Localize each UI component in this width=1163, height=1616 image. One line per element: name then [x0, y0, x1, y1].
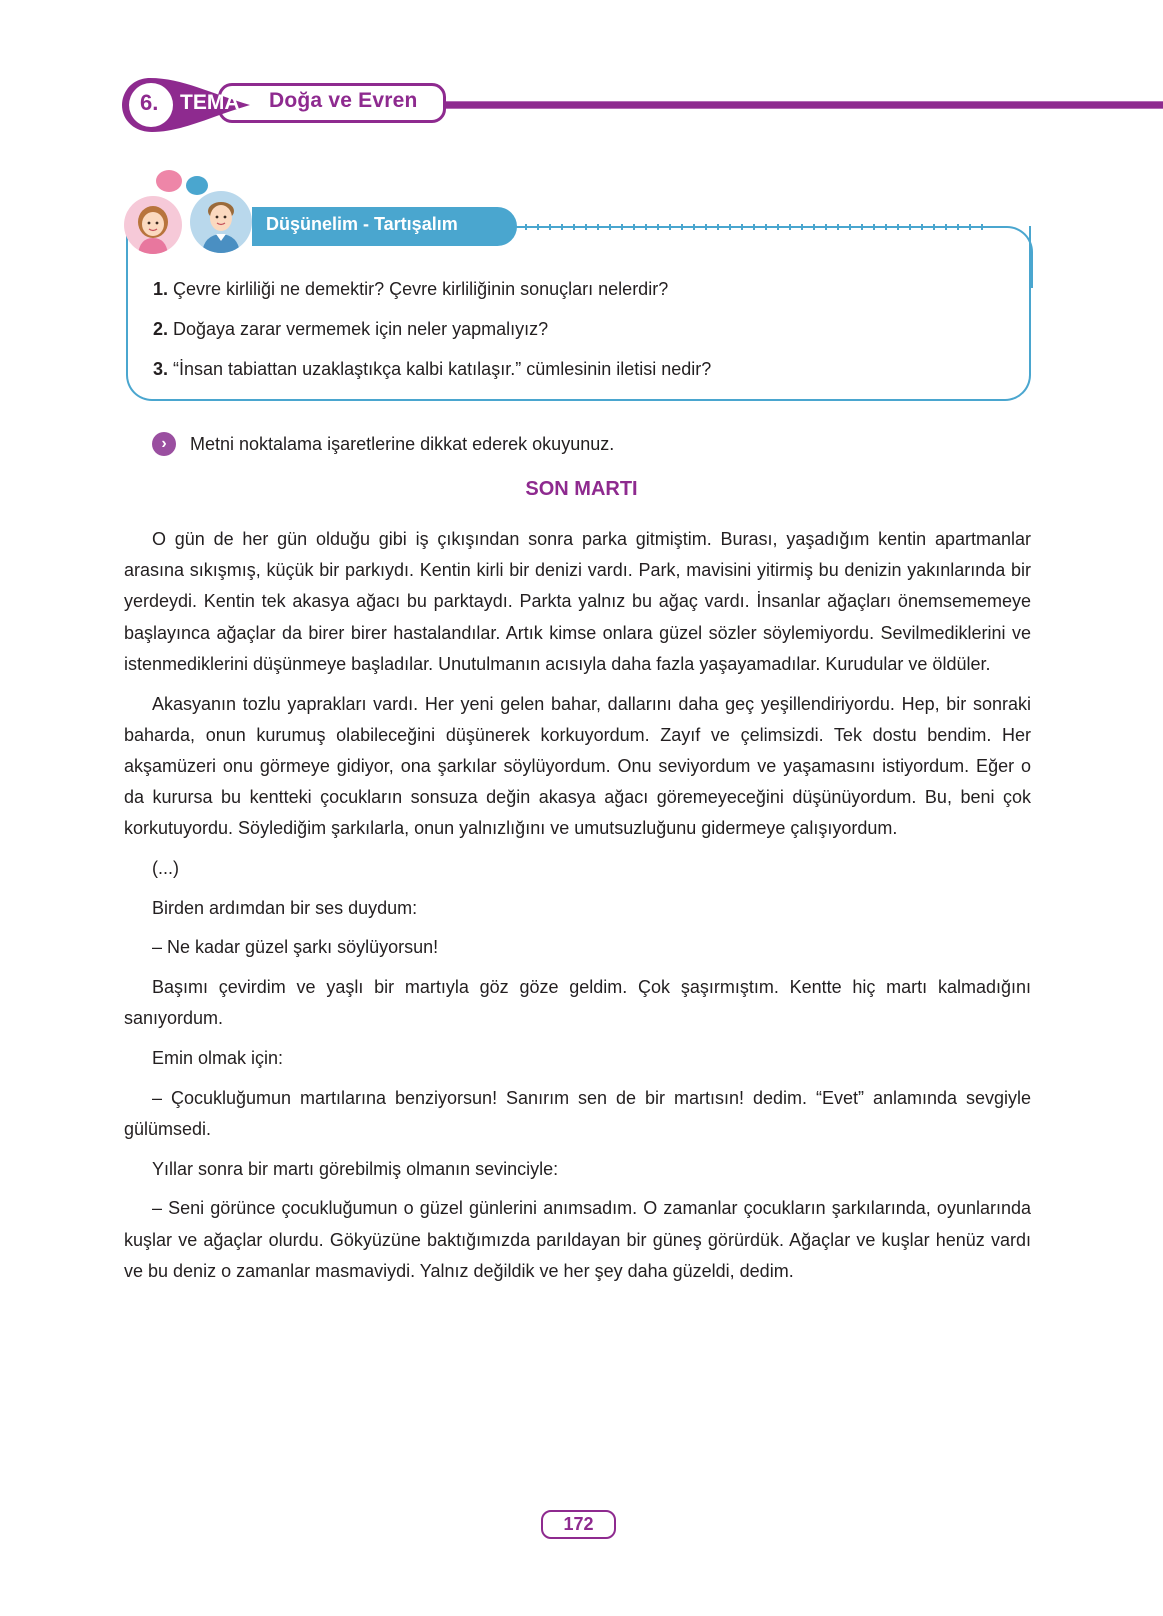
chevron-right-icon: ›: [152, 432, 176, 456]
theme-number: 6.: [140, 90, 159, 115]
page-number: 172: [541, 1510, 616, 1539]
story-paragraph: Başımı çevirdim ve yaşlı bir martıyla göz göze geldim. Çok şaşırmıştım. Kentte hiç martı kalmadığını sanıyordum.: [124, 977, 1031, 1029]
question-item: [153, 279, 711, 319]
story-paragraph: Akasyanın tozlu yaprakları vardı. Her yeni gelen bahar, dallarını daha geç yeşillendiriyordu. Hep, bir sonraki baharda, onun kurumuş olabileceğini düşünerek korkuyordum. Zayıf ve çelimsizdi. Tek dostu bendim. Her akşamüzeri onu görmeye gidiyor, ona şarkılar söylüyordum. Onu seviyordum ve yaşamasını istiyordum. Eğer o da kurursa bu kentteki çocukların sonsuza değin akasya ağacı göremeyeceğini düşünüyordum. Bu, beni çok korkutuyordu. Söylediğim şarkılarla, onun yalnızlığını ve umutsuzluğunu gidermeye çalışıyordum.: [124, 693, 1031, 839]
story-paragraph: – Ne kadar güzel şarkı söylüyorsun!: [152, 937, 439, 958]
question-text: Doğaya zarar vermemek için neler yapmalıyız?: [168, 319, 549, 339]
question-item: [153, 319, 711, 359]
story-paragraph: Yıllar sonra bir martı görebilmiş olmanın sevinciyle:: [152, 1158, 559, 1179]
story-paragraph: Birden ardımdan bir ses duydum:: [152, 897, 418, 918]
story-paragraph: (...): [152, 858, 179, 879]
speech-bubble-blue-icon: [186, 176, 208, 195]
girl-avatar-icon: [124, 196, 182, 254]
discussion-box-corner: [986, 226, 1033, 288]
discussion-box-dots: [525, 224, 985, 230]
speech-bubble-pink-icon: [156, 170, 182, 192]
story-paragraph: – Seni görünce çocukluğumun o güzel günlerini anımsadım. O zamanlar çocukların şarkılarında, oyunlarında kuşlar ve ağaçlar olurdu. Gökyüzüne baktığımızda parıldayan bir güneş görürdük. Ağaçlar ve kuşlar henüz vardı ve bu deniz o zamanlar masmaviydi. Yalnız değildik ve her şey daha güzeldi, dedim.: [124, 1198, 1031, 1281]
story-body: [124, 524, 1031, 1295]
question-number: 2.: [153, 319, 169, 339]
reading-instruction: [152, 432, 614, 456]
boy-avatar-icon: [190, 191, 252, 253]
story-paragraph: Emin olmak için:: [152, 1048, 284, 1069]
question-number: 1.: [153, 279, 169, 299]
question-item: [153, 359, 711, 399]
instruction-text: Metni noktalama işaretlerine dikkat ederek okuyunuz.: [190, 433, 615, 454]
theme-title: Doğa ve Evren: [269, 89, 418, 112]
story-paragraph: O gün de her gün olduğu gibi iş çıkışından sonra parka gitmiştim. Burası, yaşadığım kentin apartmanlar arasına sıkışmış, küçük bir parkıydı. Kentin kirli bir denizi vardı. Park, mavisini yitirmiş bu denizin yakınlarında bir yerdeydi. Kentin tek akasya ağacı bu parktaydı. Parkta yalnız bu ağaç vardı. İnsanlar ağaçları önemsememeye başlayınca ağaçlar da birer birer hastalandılar. Artık kimse onlara güzel sözler söylemiyordu. Sevilmediklerini ve istenmediklerini düşünmeye başladılar. Unutulmanın acısıyla daha fazla yaşayamadılar. Kurudular ve öldüler.: [124, 529, 1031, 674]
question-text: Çevre kirliliği ne demektir? Çevre kirliliğinin sonuçları nelerdir?: [168, 279, 669, 299]
discussion-questions: [153, 279, 711, 399]
theme-header-rule: [420, 101, 1163, 109]
story-paragraph: – Çocukluğumun martılarına benziyorsun! Sanırım sen de bir martısın! dedim. “Evet” anlamında sevgiyle gülümsedi.: [124, 1087, 1031, 1139]
theme-word: TEMA: [180, 91, 240, 114]
question-text: “İnsan tabiattan uzaklaştıkça kalbi katılaşır.” cümlesinin iletisi nedir?: [168, 359, 712, 379]
question-number: 3.: [153, 359, 169, 379]
discussion-title: Düşünelim - Tartışalım: [266, 214, 458, 234]
story-title: SON MARTI: [525, 478, 638, 500]
